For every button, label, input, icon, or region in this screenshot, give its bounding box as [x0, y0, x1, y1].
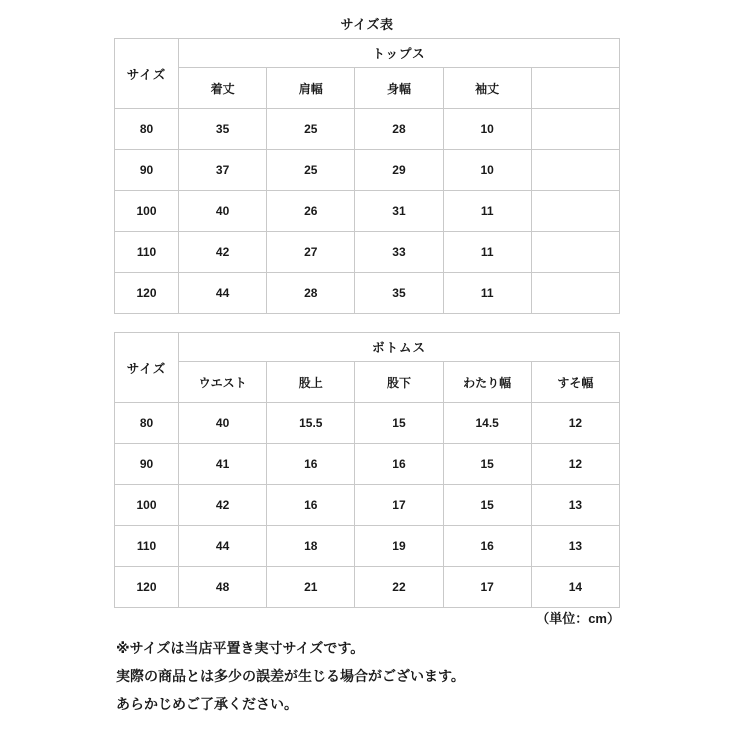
tops-size-column-header: サイズ [115, 39, 179, 109]
bottoms-cell: 40 [179, 403, 267, 444]
table-row [115, 191, 620, 232]
tops-cell: 10 [443, 150, 531, 191]
table-row [115, 403, 620, 444]
bottoms-cell: 44 [179, 526, 267, 567]
tops-cell: 33 [355, 232, 443, 273]
tops-cell: 35 [179, 109, 267, 150]
table-row [115, 150, 620, 191]
note-line: ※サイズは当店平置き実寸サイズです。 [116, 640, 365, 656]
bottoms-column-header-2: 股上 [267, 362, 355, 403]
tops-column-header-2: 肩幅 [267, 68, 355, 109]
bottoms-cell: 21 [267, 567, 355, 608]
tops-cell: 26 [267, 191, 355, 232]
bottoms-cell: 16 [267, 485, 355, 526]
table-header-group-row [115, 39, 620, 68]
bottoms-cell: 41 [179, 444, 267, 485]
tops-row-size: 110 [115, 232, 179, 273]
bottoms-cell: 16 [443, 526, 531, 567]
bottoms-cell: 17 [355, 485, 443, 526]
note-line: 実際の商品とは多少の誤差が生じる場合がございます。 [116, 668, 465, 684]
tops-cell: 31 [355, 191, 443, 232]
tops-cell-blank [531, 109, 619, 150]
table-header-sub-row [115, 68, 620, 109]
bottoms-cell: 12 [531, 403, 619, 444]
tops-row-size: 100 [115, 191, 179, 232]
bottoms-cell: 15 [355, 403, 443, 444]
tops-cell: 28 [267, 273, 355, 314]
tops-size-table [114, 38, 620, 314]
bottoms-row-size: 80 [115, 403, 179, 444]
tops-cell: 44 [179, 273, 267, 314]
table-row [115, 485, 620, 526]
table-row [115, 232, 620, 273]
bottoms-row-size: 120 [115, 567, 179, 608]
tops-cell-blank [531, 150, 619, 191]
tops-cell: 25 [267, 150, 355, 191]
bottoms-group-header: ボトムス [179, 333, 620, 362]
tops-cell: 42 [179, 232, 267, 273]
tops-row-size: 120 [115, 273, 179, 314]
bottoms-cell: 16 [267, 444, 355, 485]
bottoms-cell: 16 [355, 444, 443, 485]
tops-cell: 29 [355, 150, 443, 191]
bottoms-cell: 17 [443, 567, 531, 608]
tops-column-header-4: 袖丈 [443, 68, 531, 109]
note-line: あらかじめご了承ください。 [116, 696, 298, 712]
tops-column-header-3: 身幅 [355, 68, 443, 109]
bottoms-size-column-header: サイズ [115, 333, 179, 403]
tops-cell: 28 [355, 109, 443, 150]
table-header-sub-row [115, 362, 620, 403]
bottoms-cell: 14.5 [443, 403, 531, 444]
bottoms-cell: 15.5 [267, 403, 355, 444]
tops-cell: 11 [443, 273, 531, 314]
tops-cell: 10 [443, 109, 531, 150]
bottoms-cell: 15 [443, 485, 531, 526]
tops-cell: 35 [355, 273, 443, 314]
tops-cell: 11 [443, 191, 531, 232]
bottoms-cell: 13 [531, 485, 619, 526]
bottoms-cell: 13 [531, 526, 619, 567]
bottoms-row-size: 110 [115, 526, 179, 567]
bottoms-row-size: 100 [115, 485, 179, 526]
table-row [115, 444, 620, 485]
bottoms-cell: 48 [179, 567, 267, 608]
unit-note: （単位：cm） [536, 611, 620, 626]
bottoms-column-header-1: ウエスト [179, 362, 267, 403]
bottoms-column-header-3: 股下 [355, 362, 443, 403]
table-row [115, 526, 620, 567]
bottoms-cell: 15 [443, 444, 531, 485]
bottoms-cell: 42 [179, 485, 267, 526]
table-row [115, 109, 620, 150]
tops-cell: 25 [267, 109, 355, 150]
bottoms-cell: 12 [531, 444, 619, 485]
bottoms-size-table [114, 332, 620, 608]
table-header-group-row [115, 333, 620, 362]
tops-cell: 27 [267, 232, 355, 273]
bottoms-row-size: 90 [115, 444, 179, 485]
tops-row-size: 80 [115, 109, 179, 150]
bottoms-cell: 19 [355, 526, 443, 567]
bottoms-column-header-5: すそ幅 [531, 362, 619, 403]
tops-group-header: トップス [179, 39, 620, 68]
table-row [115, 567, 620, 608]
tops-cell-blank [531, 191, 619, 232]
tops-cell-blank [531, 273, 619, 314]
bottoms-cell: 18 [267, 526, 355, 567]
tops-column-header-1: 着丈 [179, 68, 267, 109]
table-row [115, 273, 620, 314]
tops-cell: 11 [443, 232, 531, 273]
tops-column-header-5 [531, 68, 619, 109]
tops-cell: 40 [179, 191, 267, 232]
tops-cell-blank [531, 232, 619, 273]
bottoms-column-header-4: わたり幅 [443, 362, 531, 403]
tops-cell: 37 [179, 150, 267, 191]
tops-row-size: 90 [115, 150, 179, 191]
page-title: サイズ表 [340, 17, 394, 32]
disclaimer-notes [116, 634, 636, 718]
bottoms-cell: 22 [355, 567, 443, 608]
bottoms-cell: 14 [531, 567, 619, 608]
